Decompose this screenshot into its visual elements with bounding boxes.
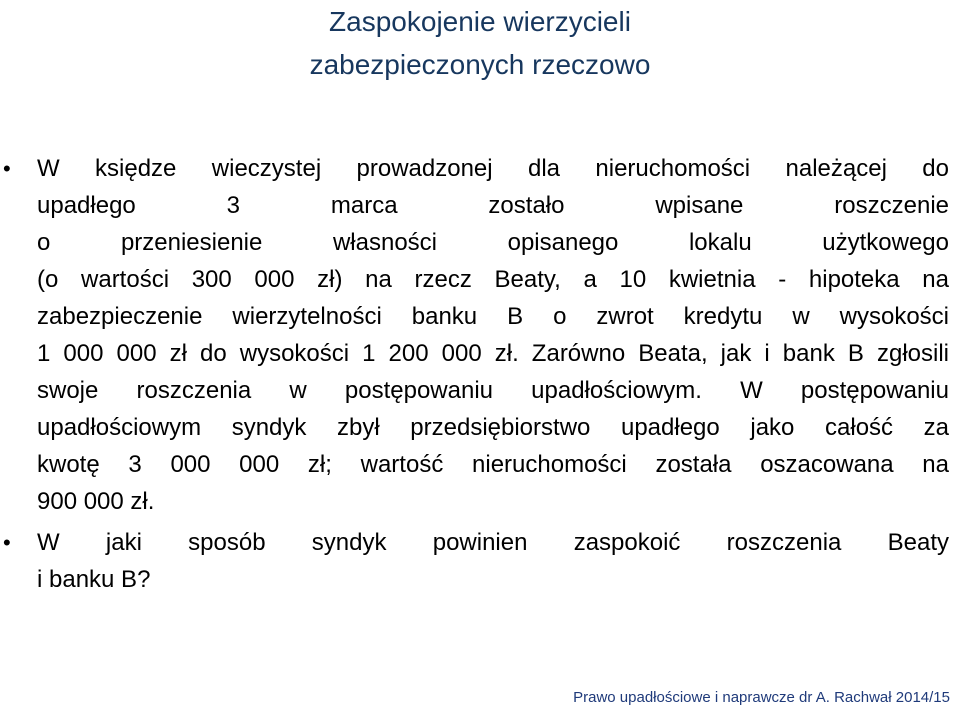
slide-content (0, 150, 960, 598)
slide-title-line-1: Zaspokojenie wierzycieli (329, 6, 631, 37)
text-line: kwotę 3 000 000 zł; wartość nieruchomości została oszacowana na (37, 451, 949, 478)
paragraph-question (37, 524, 949, 598)
paragraph-case-facts (37, 150, 949, 520)
text-line: W księdze wieczystej prowadzonej dla nieruchomości należącej do (37, 155, 949, 182)
slide-footer: Prawo upadłościowe i naprawcze dr A. Rachwał 2014/15 (573, 689, 950, 706)
text-line: 1 000 000 zł do wysokości 1 200 000 zł. Zarówno Beata, jak i bank B zgłosili (37, 340, 949, 367)
text-line: upadłościowym syndyk zbył przedsiębiorstwo upadłego jako całość za (37, 414, 949, 441)
text-line: zabezpieczenie wierzytelności banku B o zwrot kredytu w wysokości (37, 303, 949, 330)
bullet-dot-icon: • (3, 530, 11, 555)
text-line: (o wartości 300 000 zł) na rzecz Beaty, a 10 kwietnia - hipoteka na (37, 266, 949, 293)
text-line: W jaki sposób syndyk powinien zaspokoić roszczenia Beaty (37, 529, 949, 556)
bullet-dot-icon: • (3, 156, 11, 181)
bullet-item-question (0, 524, 960, 598)
text-line: o przeniesienie własności opisanego lokalu użytkowego (37, 229, 949, 256)
text-line: upadłego 3 marca zostało wpisane roszczenie (37, 192, 949, 219)
bullet-item-case-facts (0, 150, 960, 520)
text-line: i banku B? (37, 566, 151, 593)
slide-title (0, 0, 960, 86)
slide-title-line-2: zabezpieczonych rzeczowo (309, 49, 651, 80)
text-line: swoje roszczenia w postępowaniu upadłościowym. W postępowaniu (37, 377, 949, 404)
text-line: 900 000 zł. (37, 488, 155, 515)
